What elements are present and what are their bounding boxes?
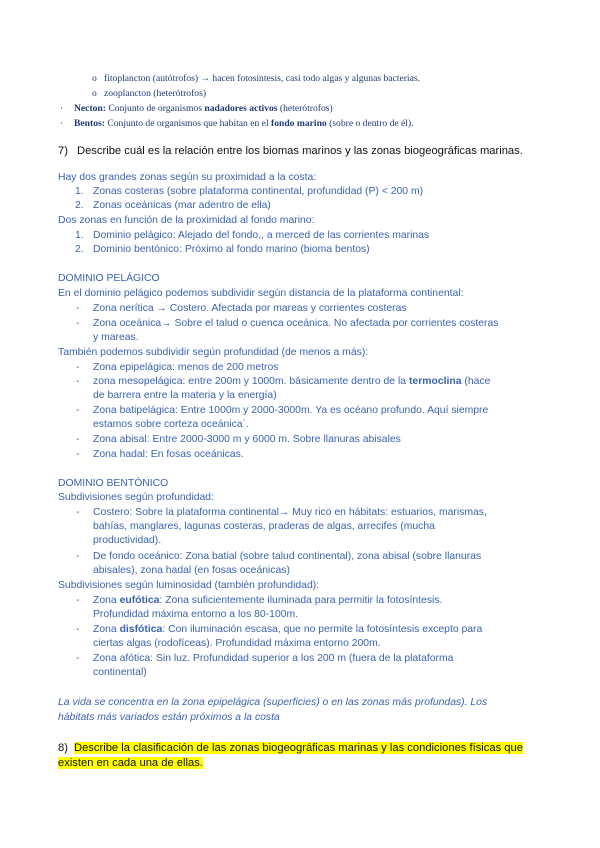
conclusion-line: hábitats más variados están próximos a la costa [58, 712, 280, 723]
zona-hadal-item: Zona hadal: En fosas oceánicas. [93, 449, 244, 460]
zona-afotica-item: Zona afótica: Sin luz. Profundidad superior a los 200 m (fuera de la plataforma [93, 653, 454, 664]
zona-mesopelagica-item-cont: de barrera entre la materia y la energía) [93, 390, 277, 401]
list-number: 2. [75, 200, 84, 211]
dash-bullet: - [76, 449, 80, 460]
necton-item: Necton: Conjunto de organismos nadadores activos (heterótrofos) [74, 103, 333, 114]
costero-item-cont: productividad). [93, 535, 162, 546]
section-heading-pelagico: DOMINIO PELÁGICO [58, 273, 160, 284]
zona-epipelagica-item: Zona epipelágica: menos de 200 metros [93, 362, 279, 373]
dash-bullet: - [76, 653, 80, 664]
question-7-text: Describe cuál es la relación entre los biomas marinos y las zonas biogeográficas marinas. [77, 145, 523, 157]
intro-line: Dos zonas en función de la proximidad al fondo marino: [58, 215, 315, 226]
conclusion-line: La vida se concentra en la zona epipelágica (superficies) o en las zonas más profundas). Los [58, 697, 488, 708]
fondo-oceanico-item-cont: abisales), zona hadal (en fosas oceánicas) [93, 565, 290, 576]
dash-bullet: - [76, 405, 80, 416]
zona-oceanica-item: Zona oceánica→ Sobre el talud o cuenca oceánica. No afectada por corrientes costeras [93, 318, 499, 329]
sub-bullet: o [92, 73, 97, 84]
zona-disfotica-item: Zona disfótica: Con iluminación escasa, que no permite la fotosíntesis excepto para [93, 624, 483, 635]
zona-eufotica-item-cont: Profundidad máxima entorno a los 80-100m. [93, 609, 299, 620]
dash-bullet: - [76, 434, 80, 445]
zona-abisal-item: Zona abisal: Entre 2000-3000 m y 6000 m. Sobre llanuras abisales [93, 434, 401, 445]
zooplancton-item: zooplancton (heterótrofos) [104, 88, 207, 99]
question-7-number: 7) [58, 145, 68, 157]
bentos-item: Bentos: Conjunto de organismos que habitan en el fondo marino (sobre o dentro de él). [74, 118, 414, 129]
dash-bullet: - [76, 551, 80, 562]
zona-batipelagica-item: Zona batipelágica: Entre 1000m y 2000-3000m. Ya es océano profundo. Aquí siempre [93, 405, 489, 416]
zona-disfotica-item-cont: ciertas algas (rodofíceas). Profundidad máxima entorno 200m. [93, 638, 381, 649]
zona-oceanica-item-cont: y mareas. [93, 332, 139, 343]
zona-afotica-item-cont: continental) [93, 667, 147, 678]
zonas-costeras-item: Zonas costeras (sobre plataforma continental, profundidad (P) < 200 m) [93, 186, 424, 197]
question-8-text-cont: existen en cada una de ellas. [58, 757, 203, 769]
dash-bullet: - [76, 624, 80, 635]
fitoplancton-item: fitoplancton (autótrofos) → hacen fotosíntesis, casi todo algas y algunas bacterias. [104, 73, 420, 84]
intro-line: Hay dos grandes zonas según su proximidad a la costa: [58, 172, 317, 183]
list-number: 1. [75, 230, 84, 241]
dominio-pelagico-item: Dominio pelágico: Alejado del fondo,, a merced de las corrientes marinas [93, 230, 430, 241]
zona-neritica-item: Zona nerítica → Costero. Afectada por mareas y corrientes costeras [93, 303, 407, 314]
question-8-number: 8) [58, 742, 68, 754]
paragraph-line: También podemos subdividir según profundidad (de menos a más): [58, 347, 369, 358]
dash-bullet: - [76, 318, 80, 329]
dash-bullet: - [76, 362, 80, 373]
dominio-bentonico-item: Dominio bentónico: Próximo al fondo marino (bioma bentos) [93, 244, 370, 255]
dash-bullet: - [76, 507, 80, 518]
costero-item-cont: bahías, manglares, lagunas costeras, praderas de algas, arrecifes (mucha [93, 521, 435, 532]
list-number: 1. [75, 186, 84, 197]
list-number: 2. [75, 244, 84, 255]
bullet: · [60, 103, 64, 114]
section-heading-bentonico: DOMINIO BENTÓNICO [58, 478, 169, 489]
fondo-oceanico-item: De fondo oceánico: Zona batial (sobre talud continental), zona abisal (sobre llanuras [93, 551, 482, 562]
paragraph-line: Subdivisiones según luminosidad (también profundidad): [58, 580, 320, 591]
zona-mesopelagica-item: zona mesopelágica: entre 200m y 1000m. básicamente dentro de la termoclina (hace [93, 376, 491, 387]
dash-bullet: - [76, 303, 80, 314]
zona-batipelagica-item-cont: estamos sobre corteza oceánica´. [93, 419, 249, 430]
question-8-text: Describe la clasificación de las zonas biogeográficas marinas y las condiciones físicas que [74, 742, 523, 754]
zona-eufotica-item: Zona eufótica: Zona suficientemente iluminada para permitir la fotosíntesis. [93, 595, 443, 606]
sub-bullet: o [92, 88, 97, 99]
zonas-oceanicas-item: Zonas oceánicas (mar adentro de ella) [93, 200, 271, 211]
dash-bullet: - [76, 595, 80, 606]
bullet: · [60, 118, 64, 129]
dash-bullet: - [76, 376, 80, 387]
paragraph-line: En el dominio pelágico podemos subdividir según distancia de la plataforma continental: [58, 288, 464, 299]
paragraph-line: Subdivisiones según profundidad: [58, 492, 214, 503]
costero-item: Costero: Sobre la plataforma continental→ Muy rico en hábitats: estuarios, marismas, [93, 507, 487, 518]
